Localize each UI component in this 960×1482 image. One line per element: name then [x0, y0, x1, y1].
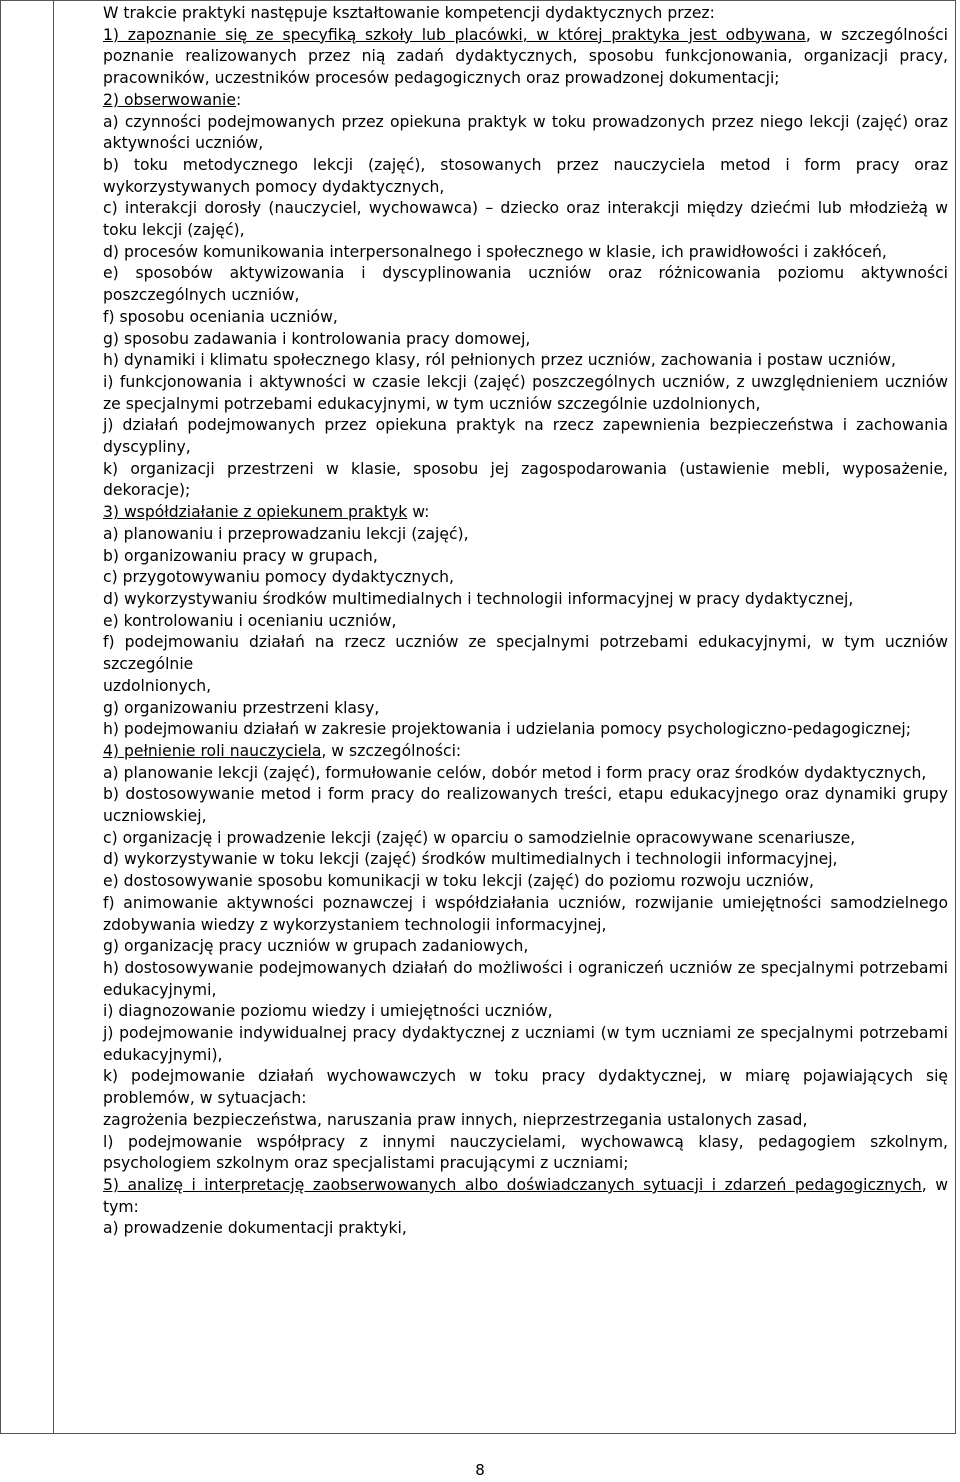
list-item: f) animowanie aktywności poznawczej i współdziałania uczniów, rozwijanie umiejętności samodzielnego zdobywania wiedzy z wykorzystaniem technologii informacyjnej,	[103, 893, 948, 934]
list-item: g) sposobu zadawania i kontrolowania pracy domowej,	[103, 329, 531, 348]
list-item: l) podejmowanie współpracy z innymi nauczycielami, wychowawcą klasy, pedagogiem szkolnym, psychologiem szkolnym oraz specjalistami pracującymi z uczniami;	[103, 1132, 948, 1173]
section-2-underlined: 2) obserwowanie	[103, 90, 236, 109]
section-2-rest: :	[235, 90, 242, 109]
section-4-rest: , w szczególności:	[321, 741, 462, 760]
section-1-rest: , w szczególności poznanie realizowanych przez nią zadań dydaktycznych, sposobu funkcjonowania, organizacji pracy, pracowników, uczestników procesów pedagogicznych oraz prowadzonej dokumentacji;	[103, 25, 949, 88]
section-4-heading	[103, 741, 948, 763]
list-item: a) prowadzenie dokumentacji praktyki,	[103, 1219, 407, 1238]
list-item: g) organizację pracy uczniów w grupach zadaniowych,	[103, 937, 529, 956]
list-item: c) organizację i prowadzenie lekcji (zajęć) w oparciu o samodzielnie opracowywane scenariusze,	[103, 828, 856, 847]
section-3-heading	[103, 502, 948, 524]
list-item: b) organizowaniu pracy w grupach,	[103, 546, 378, 565]
intro-paragraph: W trakcie praktyki następuje kształtowanie kompetencji dydaktycznych przez:	[103, 4, 715, 22]
list-item: a) planowaniu i przeprowadzaniu lekcji (zajęć),	[103, 524, 469, 543]
list-item: f) podejmowaniu działań na rzecz uczniów ze specjalnymi potrzebami edukacyjnymi, w tym uczniów szczególnie	[103, 633, 948, 674]
list-item: k) organizacji przestrzeni w klasie, sposobu jej zagospodarowania (ustawienie mebli, wyposażenie, dekoracje);	[103, 459, 948, 500]
list-item: e) kontrolowaniu i ocenianiu uczniów,	[103, 611, 397, 630]
list-item: j) działań podejmowanych przez opiekuna praktyk na rzecz zapewnienia bezpieczeństwa i zachowania dyscypliny,	[103, 416, 948, 457]
list-item: d) wykorzystywanie w toku lekcji (zajęć) środków multimedialnych i technologii informacyjnej,	[103, 850, 838, 869]
list-item: d) wykorzystywaniu środków multimedialnych i technologii informacyjnej w pracy dydaktycznej,	[103, 589, 854, 608]
margin-column-divider	[53, 1, 54, 1433]
list-item: c) przygotowywaniu pomocy dydaktycznych,	[103, 568, 454, 587]
list-item: b) toku metodycznego lekcji (zajęć), stosowanych przez nauczyciela metod i form pracy oraz wykorzystywanych pomocy dydaktycznych,	[103, 155, 948, 196]
section-1-underlined: 1) zapoznanie się ze specyfiką szkoły lub placówki, w której praktyka jest odbywana	[103, 25, 806, 44]
section-3-rest: w:	[407, 503, 430, 522]
list-item: b) dostosowywanie metod i form pracy do realizowanych treści, etapu edukacyjnego oraz dynamiki grupy uczniowskiej,	[103, 785, 948, 826]
list-item: e) dostosowywanie sposobu komunikacji w toku lekcji (zajęć) do poziomu rozwoju uczniów,	[103, 872, 814, 891]
list-item: i) funkcjonowania i aktywności w czasie lekcji (zajęć) poszczególnych uczniów, z uwzględnieniem uczniów ze specjalnymi potrzebami edukacyjnymi, w tym uczniów szczególnie uzdolnionych,	[103, 372, 948, 413]
section-5-heading	[103, 1175, 948, 1218]
list-item: h) dynamiki i klimatu społecznego klasy, ról pełnionych przez uczniów, zachowania i postaw uczniów,	[103, 351, 896, 370]
list-item: d) procesów komunikowania interpersonalnego i społecznego w klasie, ich prawidłowości i zakłóceń,	[103, 242, 887, 261]
section-1-heading	[103, 25, 948, 90]
list-item: g) organizowaniu przestrzeni klasy,	[103, 698, 380, 717]
page-number: 8	[475, 1461, 485, 1479]
list-item: zagrożenia bezpieczeństwa, naruszania praw innych, nieprzestrzegania ustalonych zasad,	[103, 1110, 808, 1129]
section-3-underlined: 3) współdziałanie z opiekunem praktyk	[103, 503, 408, 522]
list-item: h) dostosowywanie podejmowanych działań do możliwości i ograniczeń uczniów ze specjalnymi potrzebami edukacyjnymi,	[103, 958, 948, 999]
document-content	[103, 3, 948, 1240]
list-item: c) interakcji dorosły (nauczyciel, wychowawca) – dziecko oraz interakcji między dziećmi lub młodzieżą w toku lekcji (zajęć),	[103, 199, 948, 240]
section-2-heading	[103, 90, 948, 112]
list-item: j) podejmowanie indywidualnej pracy dydaktycznej z uczniami (w tym uczniami ze specjalnymi potrzebami edukacyjnymi),	[103, 1024, 948, 1064]
section-4-underlined: 4) pełnienie roli nauczyciela	[103, 741, 322, 760]
section-5-underlined: 5) analizę i interpretację zaobserwowanych albo doświadczanych sytuacji i zdarzeń pedagogicznych	[103, 1175, 922, 1194]
list-item: i) diagnozowanie poziomu wiedzy i umiejętności uczniów,	[103, 1002, 553, 1021]
section-5-rest: , w tym:	[103, 1175, 948, 1216]
list-item: h) podejmowaniu działań w zakresie projektowania i udzielania pomocy psychologiczno-pedagogicznej;	[103, 720, 912, 739]
list-item: a) czynności podejmowanych przez opiekuna praktyk w toku prowadzonych przez niego lekcji (zajęć) oraz aktywności uczniów,	[103, 112, 948, 153]
list-item: uzdolnionych,	[103, 676, 212, 695]
list-item: f) sposobu oceniania uczniów,	[103, 307, 338, 326]
list-item: k) podejmowanie działań wychowawczych w toku pracy dydaktycznej, w miarę pojawiających się problemów, w sytuacjach:	[103, 1067, 948, 1108]
list-item: a) planowanie lekcji (zajęć), formułowanie celów, dobór metod i form pracy oraz środków dydaktycznych,	[103, 763, 927, 782]
list-item: e) sposobów aktywizowania i dyscyplinowania uczniów oraz różnicowania poziomu aktywności poszczególnych uczniów,	[103, 264, 948, 305]
